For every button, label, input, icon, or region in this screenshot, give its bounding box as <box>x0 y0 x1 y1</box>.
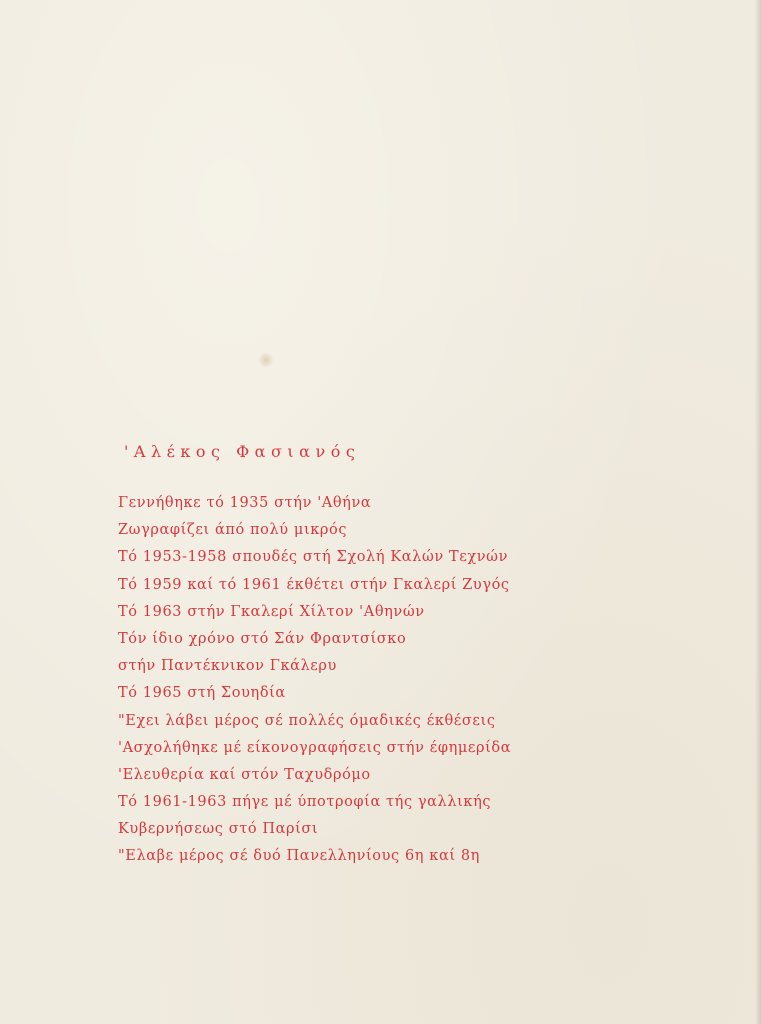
bio-line: "Εχει λάβει μέρος σέ πολλές όμαδικές έκθέσεις <box>118 712 496 729</box>
paper-stain <box>258 352 274 368</box>
bio-line: Τό 1961-1963 πήγε μέ ύποτροφία τής γαλλικής <box>118 794 492 811</box>
bio-line: Κυβερνήσεως στό Παρίσι <box>118 821 319 838</box>
bio-line: Τό 1953-1958 σπουδές στή Σχολή Καλών Τεχνών <box>118 549 509 566</box>
bio-line: Τόν ίδιο χρόνο στό Σάν Φραντσίσκο <box>118 630 407 647</box>
page-edge <box>755 0 761 1024</box>
bio-line: Τό 1959 καί τό 1961 έκθέτει στήν Γκαλερί Ζυγός <box>118 576 510 593</box>
author-name: 'Αλέκος Φασιανός <box>124 442 361 461</box>
bio-line: 'Ασχολήθηκε μέ είκονογραφήσεις στήν έφημερίδα <box>118 739 512 756</box>
bio-line: Τό 1965 στή Σουηδία <box>118 685 286 702</box>
bio-line: Γεννήθηκε τό 1935 στήν 'Αθήνα <box>118 495 372 511</box>
bio-line: "Ελαβε μέρος σέ δυό Πανελληνίους 6η καί 8η <box>118 848 480 865</box>
bio-line: 'Ελευθερία καί στόν Ταχυδρόμο <box>118 766 371 783</box>
bio-line: στήν Παντέκνικον Γκάλερυ <box>118 658 337 675</box>
bio-line: Τό 1963 στήν Γκαλερί Χίλτον 'Αθηνών <box>118 603 425 620</box>
biography-list <box>118 490 511 871</box>
bio-line: Ζωγραφίζει άπό πολύ μικρός <box>118 522 348 539</box>
